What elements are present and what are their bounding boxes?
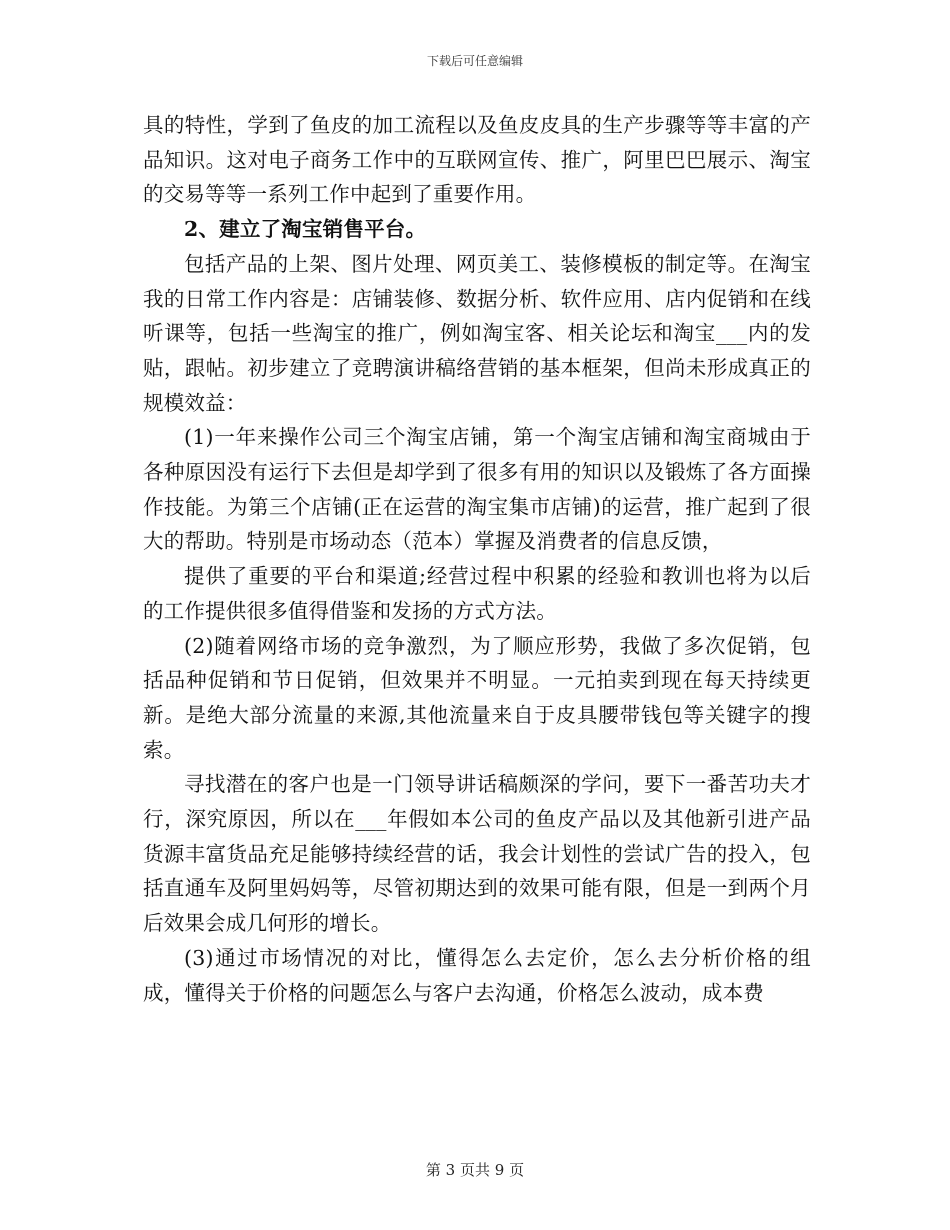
paragraph-item-2: (2)随着网络市场的竞争激烈，为了顺应形势，我做了多次促销，包括品种促销和节日促销，但效果并不明显。一元拍卖到现在每天持续更新。是绝大部分流量的来源,其他流量来自于皮具腰带钱包等关键字的搜索。 (143, 633, 811, 762)
page-number: 第 3 页共 9 页 (425, 1161, 525, 1179)
section-heading: 2、建立了淘宝销售平台。 (184, 217, 427, 242)
paragraph-platform-channels: 提供了重要的平台和渠道;经营过程中积累的经验和教训也将为以后的工作提供很多值得借鉴和发扬的方式方法。 (143, 564, 811, 623)
paragraph-potential-customers: 寻找潜在的客户也是一门领导讲话稿颇深的学问，要下一番苦功夫才行，深究原因，所以在___年假如本公司的鱼皮产品以及其他新引进产品货源丰富货品充足能够持续经营的话，我会计划性的尝试广告的投入，包括直通车及阿里妈妈等，尽管初期达到的效果可能有限，但是一到两个月后效果会成几何形的增长。 (143, 772, 811, 936)
page-header: 下载后可任意编辑 (426, 54, 523, 68)
paragraph-platform: 包括产品的上架、图片处理、网页美工、装修模板的制定等。在淘宝我的日常工作内容是：店铺装修、数据分析、软件应用、店内促销和在线听课等，包括一些淘宝的推广，例如淘宝客、相关论坛和淘宝___内的发贴，跟帖。初步建立了竞聘演讲稿络营销的基本框架，但尚未形成真正的规模效益： (143, 251, 811, 415)
paragraph-item-3: (3)通过市场情况的对比，懂得怎么去定价，怎么去分析价格的组成，懂得关于价格的问题怎么与客户去沟通，价格怎么波动，成本费 (143, 945, 811, 1005)
paragraph-item-1: (1)一年来操作公司三个淘宝店铺，第一个淘宝店铺和淘宝商城由于各种原因没有运行下去但是却学到了很多有用的知识以及锻炼了各方面操作技能。为第三个店铺(正在运营的淘宝集市店铺)的运营，推广起到了很大的帮助。特别是市场动态（范本）掌握及消费者的信息反馈， (143, 425, 811, 554)
paragraph-continuation: 具的特性，学到了鱼皮的加工流程以及鱼皮皮具的生产步骤等等丰富的产品知识。这对电子商务工作中的互联网宣传、推广，阿里巴巴展示、淘宝的交易等等一系列工作中起到了重要作用。 (143, 113, 811, 207)
document-body (143, 108, 811, 1010)
